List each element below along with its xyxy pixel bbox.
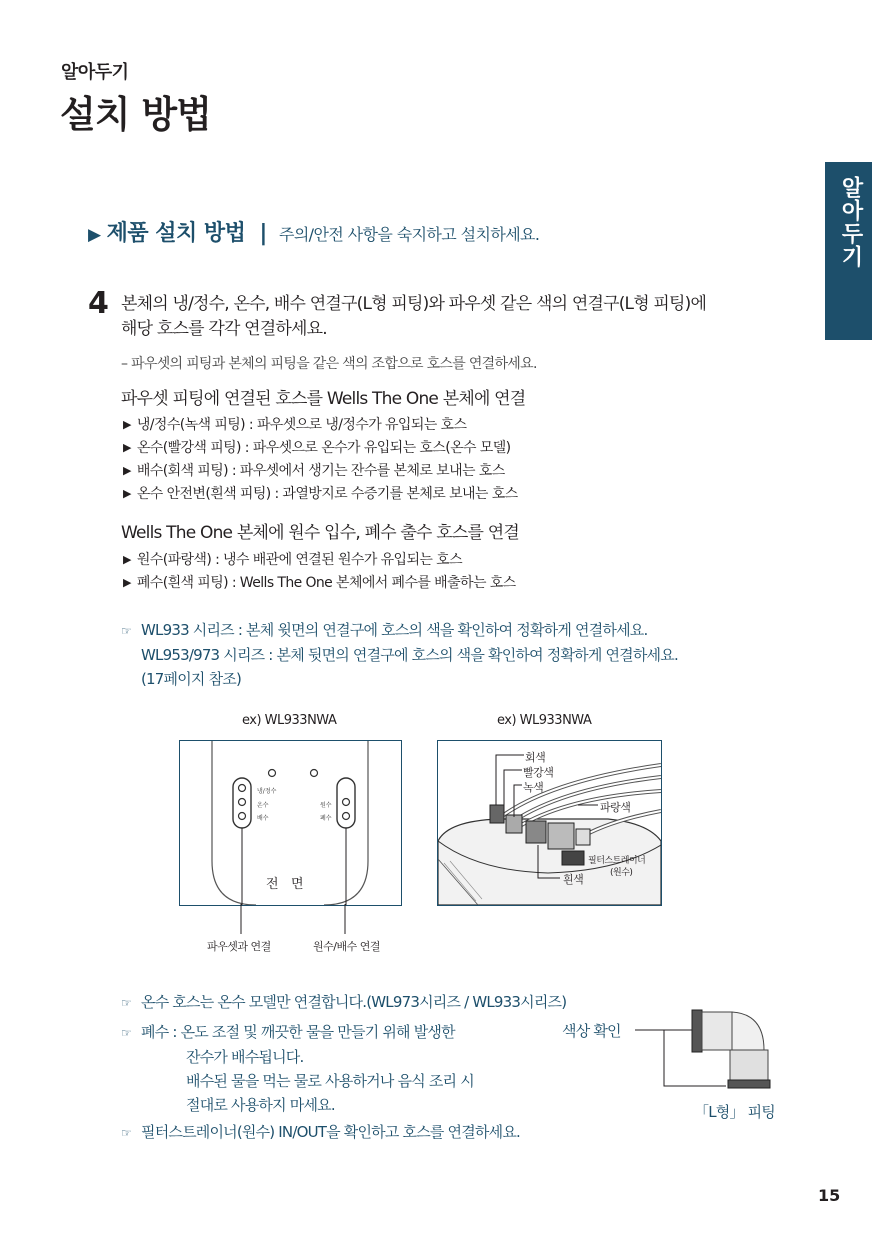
list-item: ▶ 원수(파랑색) : 냉수 배관에 연결된 원수가 유입되는 호스 <box>123 549 516 572</box>
tip-line: 필터스트레이너(원수) IN/OUT을 확인하고 호스를 연결하세요. <box>141 1123 520 1141</box>
step-note: – 파우셋의 피팅과 본체의 피팅을 같은 색의 조합으로 호스를 연결하세요. <box>121 356 537 372</box>
tip-strainer <box>121 1120 520 1145</box>
label-gray: 회색 <box>525 751 546 764</box>
list-item: ▶ 온수(빨강색 피팅) : 파우셋으로 온수가 유입되는 호스(온수 모델) <box>123 437 518 460</box>
callout-raw-drain: 원수/배수 연결 <box>313 940 380 953</box>
tip-line: 배수된 물을 먹는 물로 사용하거나 음식 조리 시 <box>186 1072 474 1090</box>
label-blue: 파랑색 <box>600 801 631 814</box>
group1-list <box>123 414 518 506</box>
page-number: 15 <box>818 1186 841 1205</box>
section-title: 제품 설치 방법 <box>106 221 246 246</box>
port-label: 원수 <box>320 802 332 809</box>
port-label: 배수 <box>257 815 269 822</box>
label-strainer: 필터스트레이너 <box>588 856 646 866</box>
step-number: 4 <box>88 286 109 321</box>
list-item: ▶ 배수(회색 피팅) : 파우셋에서 생기는 잔수를 본체로 보내는 호스 <box>123 460 518 483</box>
tip-line: 절대로 사용하지 마세요. <box>186 1096 335 1114</box>
pointing-hand-icon: ☞ <box>121 996 131 1010</box>
section-description: 주의/안전 사항을 숙지하고 설치하세요. <box>278 225 540 244</box>
figure-left-panel <box>179 740 402 906</box>
pointing-hand-icon: ☞ <box>121 1026 131 1040</box>
pointing-hand-icon: ☞ <box>121 624 131 638</box>
list-item: ▶ 냉/정수(녹색 피팅) : 파우셋으로 냉/정수가 유입되는 호스 <box>123 414 518 437</box>
l-fitting-label: 「L형」 피팅 <box>694 1103 775 1121</box>
side-chapter-tab <box>825 162 872 340</box>
front-label: 전 면 <box>266 877 304 892</box>
label-green: 녹색 <box>523 781 544 794</box>
page-subtitle: 알아두기 <box>61 62 129 83</box>
color-check-label: 색상 확인 <box>562 1022 621 1040</box>
tip-waste-water <box>121 1020 474 1117</box>
label-white: 흰색 <box>563 873 584 886</box>
tip-line: WL933 시리즈 : 본체 윗면의 연결구에 호스의 색을 확인하여 정확하게 연결하세요. <box>141 621 648 639</box>
pointing-hand-icon: ☞ <box>121 1126 131 1140</box>
list-item: ▶ 폐수(흰색 피팅) : Wells The One 본체에서 폐수를 배출하는 호스 <box>123 572 516 595</box>
section-heading <box>88 216 539 247</box>
group2-list <box>123 549 516 595</box>
page-title: 설치 방법 <box>60 93 211 136</box>
l-fitting-drawing <box>630 1000 775 1095</box>
step-instruction <box>121 292 801 342</box>
section-separator: | <box>259 221 267 246</box>
tip-line: (17페이지 참조) <box>141 670 242 688</box>
figure-right-panel <box>437 740 662 906</box>
step-text-line: 해당 호스를 각각 연결하세요. <box>121 319 327 339</box>
list-item: ▶ 온수 안전변(흰색 피팅) : 과열방지로 수증기를 본체로 보내는 호스 <box>123 483 518 506</box>
tip-line: 온수 호스는 온수 모델만 연결합니다.(WL973시리즈 / WL933시리즈) <box>141 993 567 1011</box>
port-label: 폐수 <box>320 815 332 822</box>
tip-series <box>121 618 678 691</box>
group2-heading: Wells The One 본체에 원수 입수, 폐수 출수 호스를 연결 <box>121 523 519 543</box>
label-red: 빨강색 <box>523 766 554 779</box>
port-label: 냉/정수 <box>257 788 277 795</box>
tip-line: WL953/973 시리즈 : 본체 뒷면의 연결구에 호스의 색을 확인하여 정확하게 연결하세요. <box>141 646 678 664</box>
label-strainer-sub: (원수) <box>610 868 633 878</box>
figure-left-caption: ex) WL933NWA <box>242 713 337 728</box>
side-tab-label: 알아두기 <box>838 176 863 268</box>
callout-faucet: 파우셋과 연결 <box>207 940 271 953</box>
tip-hot-water <box>121 990 566 1015</box>
port-label: 온수 <box>257 802 269 809</box>
tip-line: 잔수가 배수됩니다. <box>186 1048 304 1066</box>
group1-heading: 파우셋 피팅에 연결된 호스를 Wells The One 본체에 연결 <box>121 389 526 409</box>
triangle-marker-icon: ▶ <box>88 225 101 245</box>
figure-right-caption: ex) WL933NWA <box>497 713 592 728</box>
callout-lines <box>179 904 400 940</box>
tip-line: 폐수 : 온도 조절 및 깨끗한 물을 만들기 위해 발생한 <box>141 1023 455 1041</box>
step-text-line: 본체의 냉/정수, 온수, 배수 연결구(L형 피팅)와 파우셋 같은 색의 연결구(L형 피팅)에 <box>121 294 707 314</box>
